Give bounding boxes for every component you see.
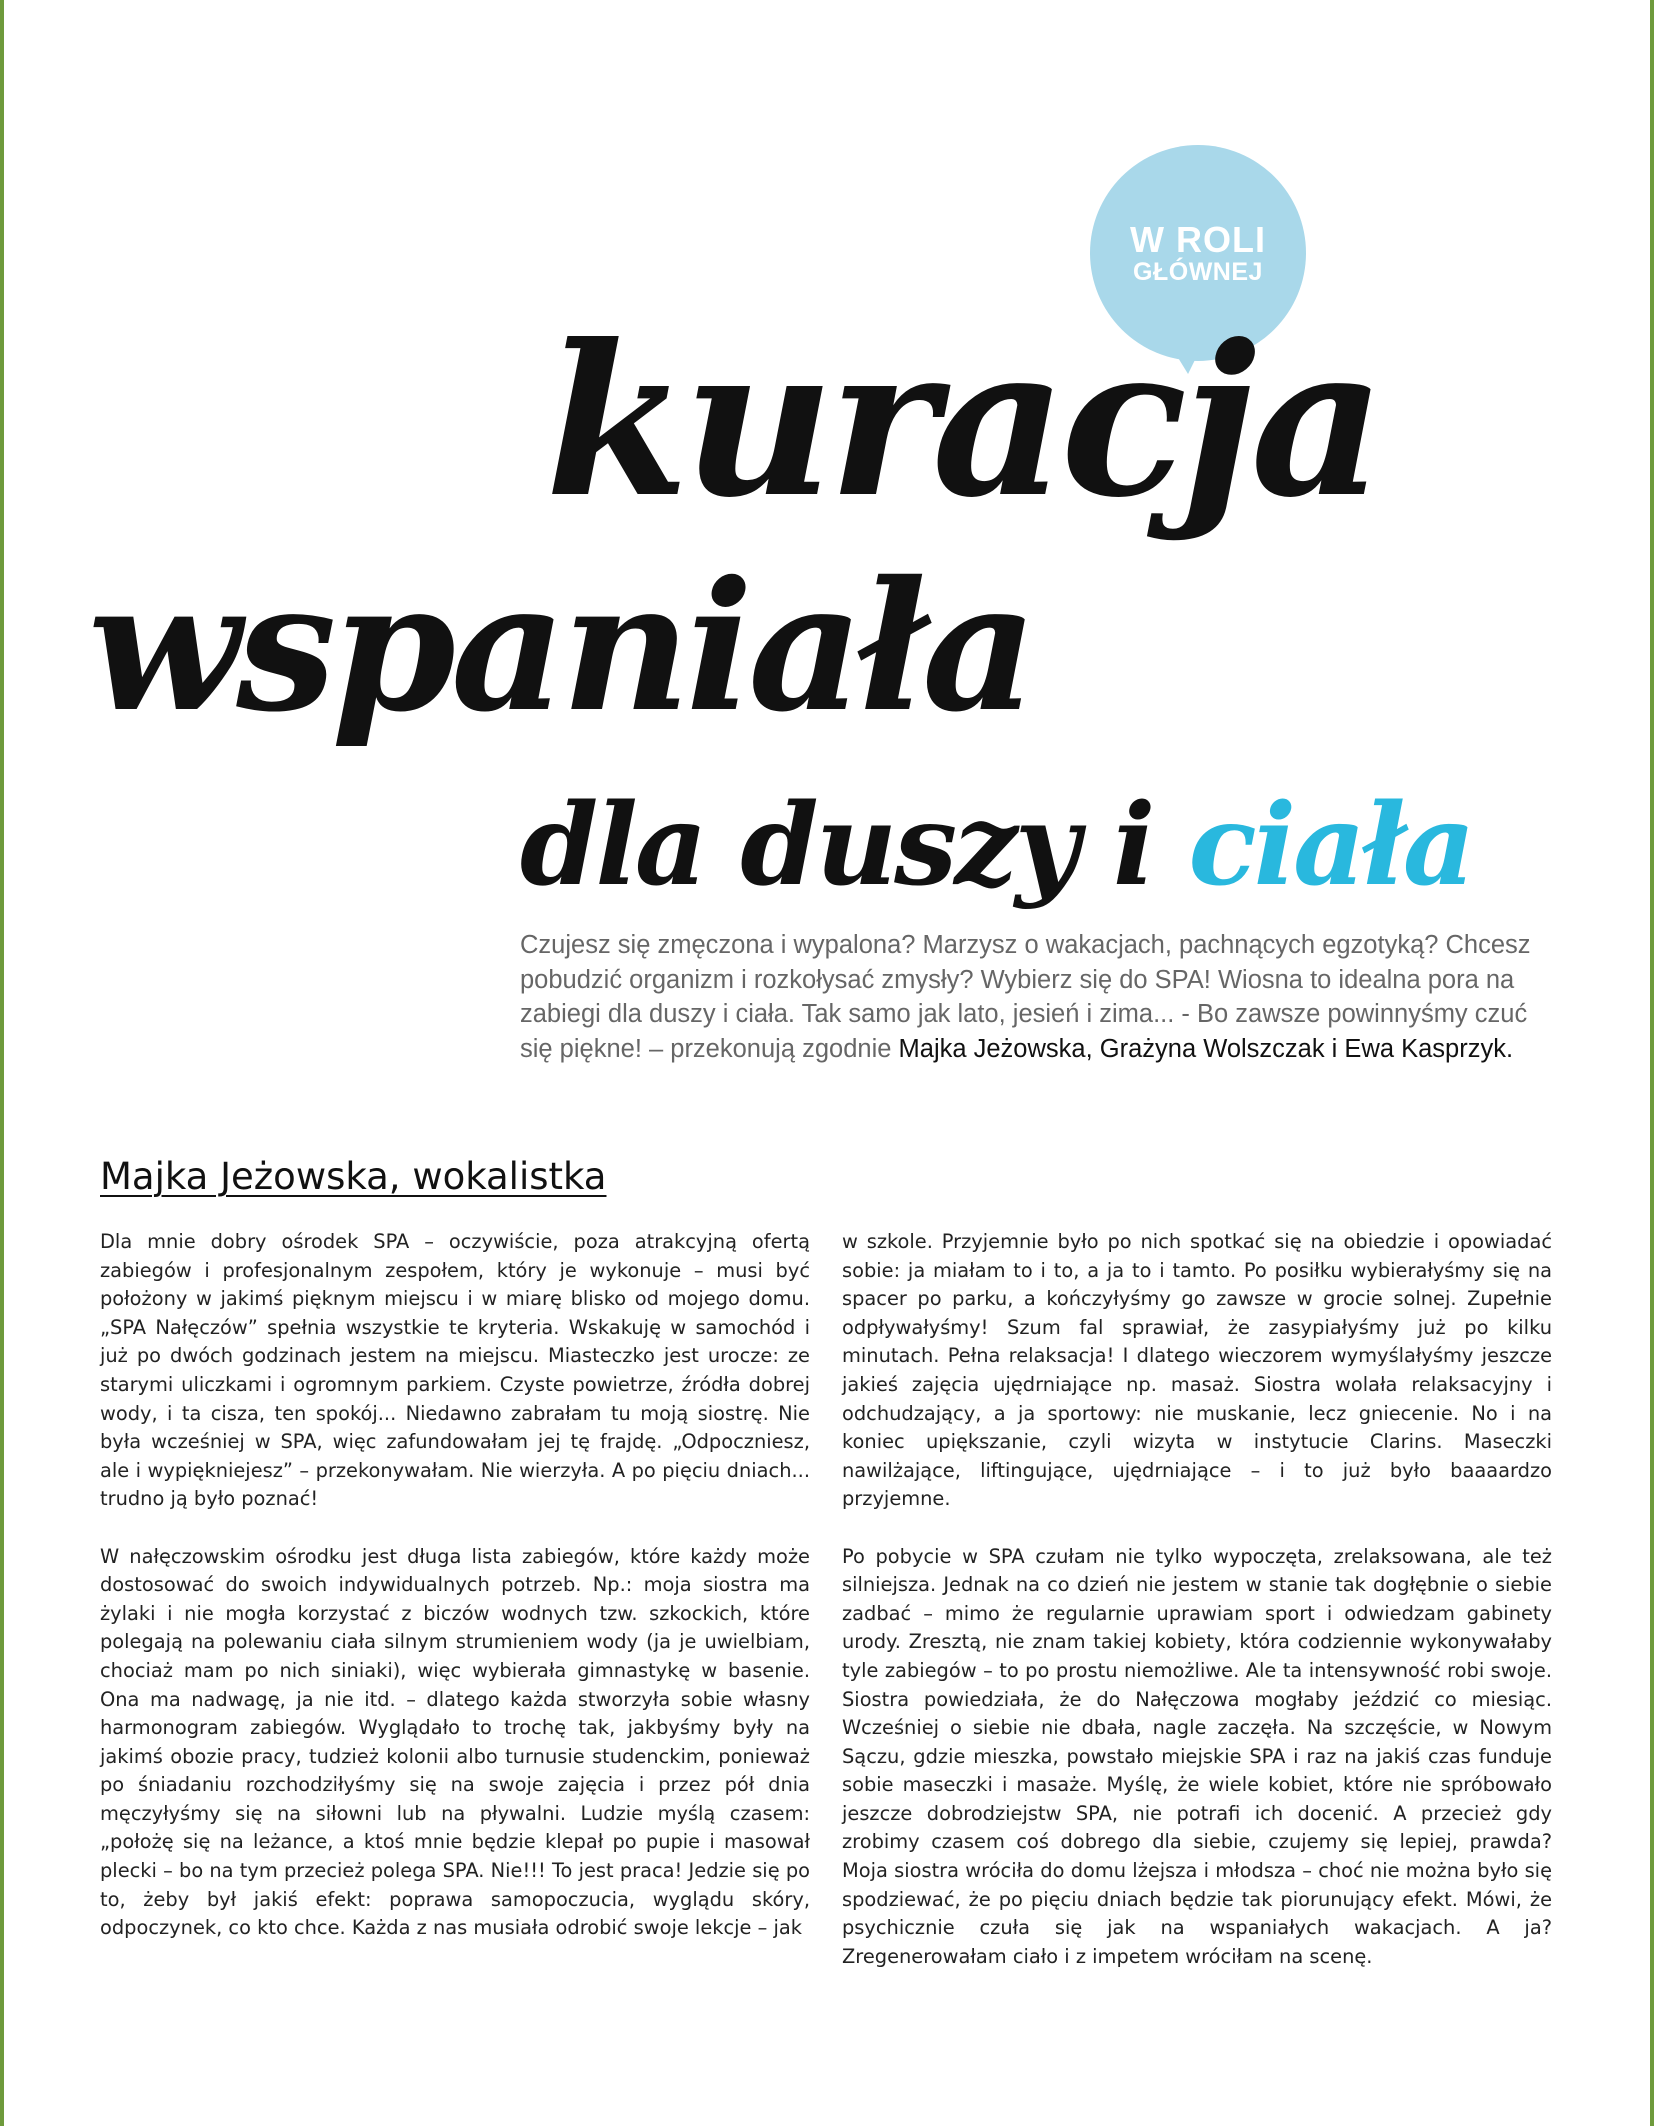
article-paragraph: W nałęczowskim ośrodku jest długa lista zabiegów, które każdy może dostosować do swoich indywidualnych potrzeb. Np.: moja siostra ma żylaki i nie mogła korzystać z biczów wodnych tzw. szkockich, które polegają na polewaniu ciała silnym strumieniem wody (ja je uwielbiam, chociaż mam po nich siniaki), więc wybierała gimnastykę w basenie. Ona ma nadwagę, ja nie itd. – dlatego każda stworzyła sobie własny harmonogram zabiegów. Wyglądało to trochę tak, jakbyśmy były na jakimś obozie pracy, tudzież kolonii albo turnusie studenckim, ponieważ po śniadaniu rozchodziłyśmy się na swoje zajęcia i przez pół dnia męczyłyśmy się na siłowni lub na pływalni. Ludzie myślą czasem: „położę się na leżance, a ktoś mnie będzie klepał po pupie i masował plecki – bo na tym przecież polega SPA. Nie!!! To jest praca! Jedzie się po to, żeby był jakiś efekt: poprawa samopoczucia, wyglądu skóry, odpoczynek, co kto chce. Każda z nas musiała odrobić swoje lekcje – jak — [100, 1544, 810, 1940]
headline-line-3-prefix: dla duszy i — [520, 780, 1189, 911]
headline-line-2: wspaniała — [88, 542, 1033, 751]
article-column-right — [842, 1228, 1552, 2000]
headline-line-3-accent: ciała — [1188, 780, 1473, 911]
section-title: Majka Jeżowska, wokalistka — [100, 1155, 607, 1198]
lead-paragraph — [520, 928, 1548, 1066]
page-edge-right — [1650, 0, 1654, 2126]
lead-names: Majka Jeżowska, Grażyna Wolszczak i Ewa Kasprzyk. — [898, 1034, 1514, 1063]
lead-text: Czujesz się zmęczona i wypalona? Marzysz o wakacjach, pachnących egzotyką? Chcesz pobudzić organizm i rozkołysać zmysły? Wybierz się do SPA! Wiosna to idealna pora na zabiegi dla duszy i ciała. Tak samo jak lato, jesień i zima... - Bo zawsze powinnyśmy czuć się piękne! – przekonują zgodnie — [520, 931, 1531, 1063]
article-paragraph: Dla mnie dobry ośrodek SPA – oczywiście, poza atrakcyjną ofertą zabiegów i profesjonalnym zespołem, który je wykonuje – musi być położony w jakimś pięknym miejscu i w miarę blisko od mojego domu. „SPA Nałęczów” spełnia wszystkie te kryteria. Wskakuję w samochód i już po dwóch godzinach jestem na miejscu. Miasteczko jest urocze: ze starymi uliczkami i ogromnym parkiem. Czyste powietrze, źródła dobrej wody, i ta cisza, ten spokój... Niedawno zabrałam tu moją siostrę. Nie była wcześniej w SPA, więc zafundowałam jej tę frajdę. „Odpoczniesz, ale i wypiękniejesz” – przekonywałam. Nie wierzyła. A po pięciu dniach... trudno ją było poznać! — [100, 1230, 810, 1511]
article-column-left — [100, 1228, 810, 1971]
article-paragraph: w szkole. Przyjemnie było po nich spotkać się na obiedzie i opowiadać sobie: ja miałam to i to, a ja to i tamto. Po posiłku wybierałyśmy się na spacer po parku, a kończyłyśmy go zawsze w grocie solnej. Zupełnie odpływałyśmy! Szum fal sprawiał, że zasypiałyśmy już po kilku minutach. Pełna relaksacja! I dlatego wieczorem wymyślałyśmy jeszcze jakieś zajęcia ujędrniające np. masaż. Siostra wolała relaksacyjny i odchudzający, a ja sportowy: nie muskanie, lecz gniecenie. No i na koniec upiększanie, czyli wizyta w instytucie Clarins. Maseczki nawilżające, liftingujące, ujędrniające – i to już było baaaardzo przyjemne. — [842, 1230, 1552, 1511]
badge-line-1: W ROLI — [1130, 218, 1266, 260]
headline-line-3 — [520, 780, 1473, 911]
page-edge-left — [0, 0, 4, 2126]
badge-line-2: GŁÓWNEJ — [1133, 257, 1263, 286]
article-paragraph: Po pobycie w SPA czułam nie tylko wypoczęta, zrelaksowana, ale też silniejsza. Jednak na co dzień nie jestem w stanie tak dogłębnie o siebie zadbać – mimo że regularnie uprawiam sport i odwiedzam gabinety urody. Zresztą, nie znam takiej kobiety, która codziennie wykonywałaby tyle zabiegów – to po prostu niemożliwe. Ale ta intensywność robi swoje. Siostra powiedziała, że do Nałęczowa mogłaby jeździć co miesiąc. Wcześniej o siebie nie dbała, nagle zaczęła. Na szczęście, w Nowym Sączu, gdzie mieszka, powstało miejskie SPA i raz na jakiś czas funduje sobie maseczki i masaże. Myślę, że wiele kobiet, które nie spróbowało jeszcze dobrodziejstw SPA, nie potrafi ich docenić. A przecież gdy zrobimy czasem coś dobrego dla siebie, czujemy się lepiej, prawda? Moja siostra wróciła do domu lżejsza i młodsza – choć nie można było się spodziewać, że po pięciu dniach będzie tak piorunujący efekt. Mówi, że psychicznie czuła się jak na wspaniałych wakacjach. A ja? Zregenerowałam ciało i z impetem wróciłam na scenę. — [842, 1544, 1552, 1968]
headline-line-1: kuracja — [545, 300, 1380, 544]
